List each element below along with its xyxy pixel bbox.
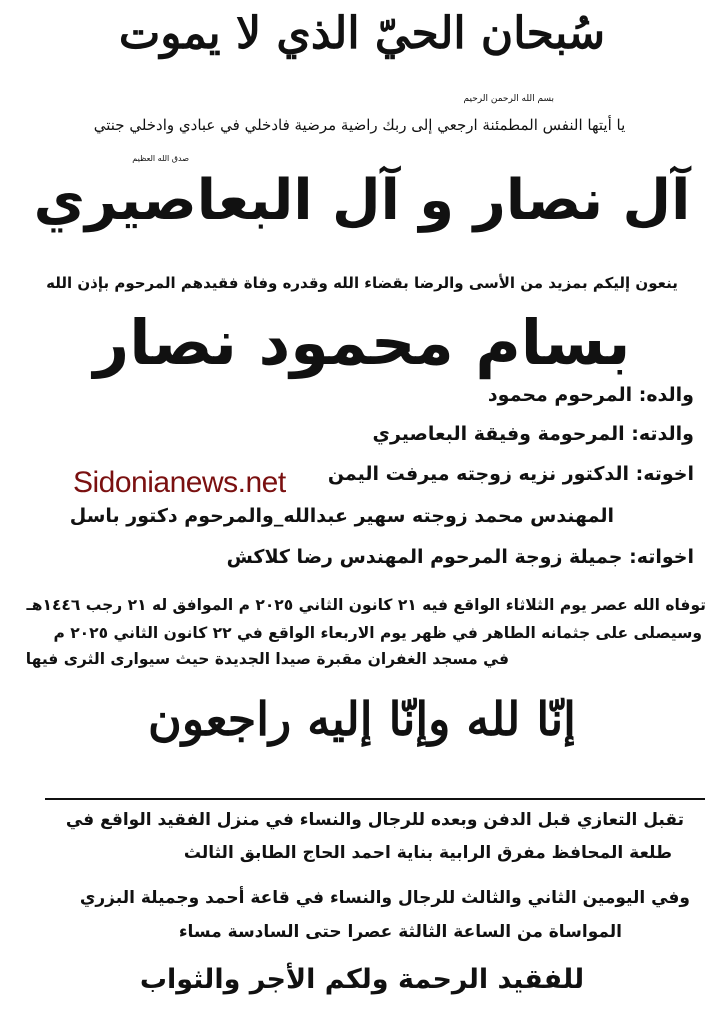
death-date-line: توفاه الله عصر يوم الثلاثاء الواقع فيه ٢١ كانون الثاني ٢٠٢٥ م الموافق له ٢١ رجب ١٤٤٦هـ (26, 596, 706, 614)
sisters-line: اخواته: جميلة زوجة المرحوم المهندس رضا كلاكش (226, 546, 694, 568)
deceased-name: بسام محمود نصار (93, 306, 631, 379)
closing-prayer: للفقيد الرحمة ولكم الأجر والثواب (139, 964, 585, 995)
families-title: آل نصار و آل البعاصيري (33, 168, 691, 233)
basmala: بسم الله الرحمن الرحيم (463, 94, 554, 104)
funeral-prayer-line: وسيصلى على جثمانه الطاهر في ظهر يوم الاربعاء الواقع في ٢٢ كانون الثاني ٢٠٢٥ م (53, 624, 702, 642)
announcement-text: ينعون إليكم بمزيد من الأسى والرضا بقضاء الله وقدره وفاة فقيدهم المرحوم بإذن الله (46, 274, 678, 292)
father-line: والده: المرحوم محمود (487, 384, 694, 406)
condolences-line-3: وفي اليومين الثاني والثالث للرجال والنساء في قاعة أحمد وجميلة البزري (79, 888, 690, 908)
burial-location-line: في مسجد الغفران مقبرة صيدا الجديدة حيث سيوارى الثرى فيها (25, 650, 509, 668)
condolences-line-4: المواساة من الساعة الثالثة عصرا حتى السادسة مساء (178, 922, 622, 942)
watermark-text: Sidonianews.net (73, 466, 286, 499)
istirja-calligraphy: إنّا لله وإنّا إليه راجعون (148, 692, 576, 746)
calligraphy-heading: سُبحان الحيّ الذي لا يموت (118, 8, 606, 59)
verse-ending: صدق الله العظيم (132, 154, 189, 163)
condolences-line-2: طلعة المحافظ مفرق الرابية بناية احمد الحاج الطابق الثالث (183, 843, 672, 863)
mother-line: والدته: المرحومة وفيقة البعاصيري (372, 423, 694, 445)
condolences-line-1: تقبل التعازي قبل الدفن وبعده للرجال والنساء في منزل الفقيد الواقع في (65, 810, 684, 830)
section-divider (45, 798, 705, 800)
brothers-line-2: المهندس محمد زوجته سهير عبدالله_والمرحوم دكتور باسل (69, 505, 614, 527)
brothers-line-1: اخوته: الدكتور نزيه زوجته ميرفت اليمن (327, 463, 694, 485)
quran-verse: يا أيتها النفس المطمئنة ارجعي إلى ربك راضية مرضية فادخلي في عبادي وادخلي جنتي (93, 116, 626, 134)
